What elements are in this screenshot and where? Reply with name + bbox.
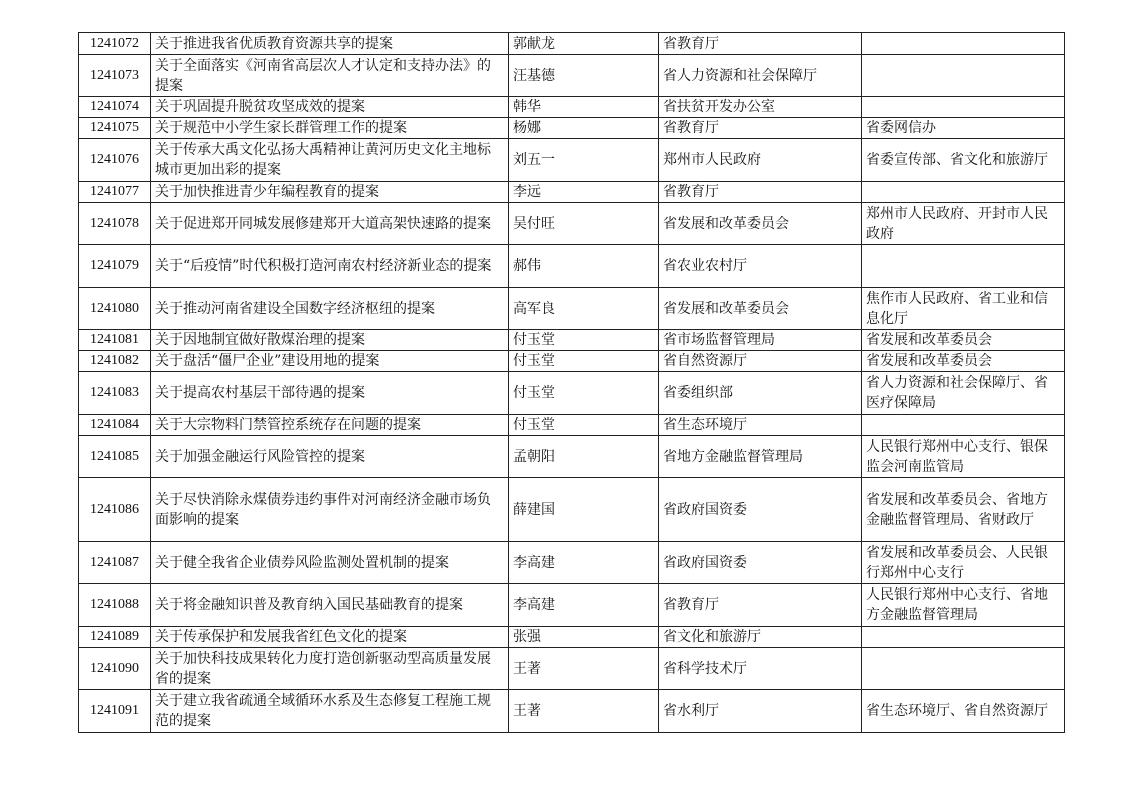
table-row xyxy=(79,372,1065,415)
proposer-name: 王著 xyxy=(509,648,659,690)
proposal-title: 关于推进我省优质教育资源共享的提案 xyxy=(151,33,509,55)
table-row xyxy=(79,55,1065,97)
co-departments: 省人力资源和社会保障厅、省医疗保障局 xyxy=(862,372,1065,415)
proposal-table-body xyxy=(79,33,1065,733)
proposal-number: 1241074 xyxy=(79,97,151,118)
proposal-number: 1241084 xyxy=(79,415,151,436)
co-departments xyxy=(862,182,1065,203)
proposal-number: 1241089 xyxy=(79,627,151,648)
table-row xyxy=(79,288,1065,330)
co-departments: 省发展和改革委员会、省地方金融监督管理局、省财政厅 xyxy=(862,478,1065,542)
proposal-number: 1241077 xyxy=(79,182,151,203)
lead-department: 省市场监督管理局 xyxy=(659,330,862,351)
proposal-title: 关于建立我省疏通全域循环水系及生态修复工程施工规范的提案 xyxy=(151,690,509,733)
lead-department: 省教育厅 xyxy=(659,118,862,139)
proposer-name: 张强 xyxy=(509,627,659,648)
lead-department: 省发展和改革委员会 xyxy=(659,203,862,245)
proposer-name: 付玉堂 xyxy=(509,415,659,436)
lead-department: 省人力资源和社会保障厅 xyxy=(659,55,862,97)
table-row xyxy=(79,627,1065,648)
lead-department: 省农业农村厅 xyxy=(659,245,862,288)
lead-department: 省文化和旅游厅 xyxy=(659,627,862,648)
lead-department: 省委组织部 xyxy=(659,372,862,415)
proposal-title: 关于将金融知识普及教育纳入国民基础教育的提案 xyxy=(151,584,509,627)
table-row xyxy=(79,33,1065,55)
proposer-name: 付玉堂 xyxy=(509,330,659,351)
table-row xyxy=(79,478,1065,542)
lead-department: 省扶贫开发办公室 xyxy=(659,97,862,118)
co-departments: 省委网信办 xyxy=(862,118,1065,139)
table-row xyxy=(79,245,1065,288)
table-row xyxy=(79,584,1065,627)
proposal-number: 1241087 xyxy=(79,542,151,584)
co-departments xyxy=(862,97,1065,118)
proposal-title: 关于规范中小学生家长群管理工作的提案 xyxy=(151,118,509,139)
table-row xyxy=(79,330,1065,351)
proposal-title: 关于传承保护和发展我省红色文化的提案 xyxy=(151,627,509,648)
proposal-number: 1241073 xyxy=(79,55,151,97)
proposer-name: 刘五一 xyxy=(509,139,659,182)
proposal-number: 1241086 xyxy=(79,478,151,542)
lead-department: 省教育厅 xyxy=(659,33,862,55)
lead-department: 省生态环境厅 xyxy=(659,415,862,436)
proposal-title: 关于大宗物料门禁管控系统存在问题的提案 xyxy=(151,415,509,436)
proposal-title: 关于“后疫情”时代积极打造河南农村经济新业态的提案 xyxy=(151,245,509,288)
co-departments: 人民银行郑州中心支行、银保监会河南监管局 xyxy=(862,436,1065,478)
proposer-name: 吴付旺 xyxy=(509,203,659,245)
proposer-name: 郝伟 xyxy=(509,245,659,288)
proposal-title: 关于巩固提升脱贫攻坚成效的提案 xyxy=(151,97,509,118)
table-row xyxy=(79,182,1065,203)
co-departments: 省发展和改革委员会 xyxy=(862,330,1065,351)
co-departments: 省发展和改革委员会 xyxy=(862,351,1065,372)
proposal-number: 1241091 xyxy=(79,690,151,733)
proposal-number: 1241078 xyxy=(79,203,151,245)
proposal-number: 1241090 xyxy=(79,648,151,690)
table-row xyxy=(79,203,1065,245)
lead-department: 省政府国资委 xyxy=(659,542,862,584)
lead-department: 省政府国资委 xyxy=(659,478,862,542)
co-departments xyxy=(862,245,1065,288)
co-departments xyxy=(862,55,1065,97)
proposer-name: 韩华 xyxy=(509,97,659,118)
table-row xyxy=(79,139,1065,182)
co-departments xyxy=(862,648,1065,690)
proposer-name: 高军良 xyxy=(509,288,659,330)
lead-department: 省教育厅 xyxy=(659,182,862,203)
proposal-title: 关于促进郑开同城发展修建郑开大道高架快速路的提案 xyxy=(151,203,509,245)
proposal-number: 1241079 xyxy=(79,245,151,288)
proposer-name: 付玉堂 xyxy=(509,372,659,415)
table-row xyxy=(79,118,1065,139)
co-departments: 省生态环境厅、省自然资源厅 xyxy=(862,690,1065,733)
proposer-name: 王著 xyxy=(509,690,659,733)
proposal-number: 1241083 xyxy=(79,372,151,415)
proposal-title: 关于推动河南省建设全国数字经济枢纽的提案 xyxy=(151,288,509,330)
proposer-name: 杨娜 xyxy=(509,118,659,139)
table-row xyxy=(79,351,1065,372)
proposal-title: 关于提高农村基层干部待遇的提案 xyxy=(151,372,509,415)
proposal-title: 关于尽快消除永煤债券违约事件对河南经济金融市场负面影响的提案 xyxy=(151,478,509,542)
table-row xyxy=(79,415,1065,436)
table-row xyxy=(79,542,1065,584)
table-row xyxy=(79,648,1065,690)
lead-department: 省地方金融监督管理局 xyxy=(659,436,862,478)
proposal-title: 关于加快科技成果转化力度打造创新驱动型高质量发展省的提案 xyxy=(151,648,509,690)
co-departments: 焦作市人民政府、省工业和信息化厅 xyxy=(862,288,1065,330)
co-departments: 人民银行郑州中心支行、省地方金融监督管理局 xyxy=(862,584,1065,627)
lead-department: 省发展和改革委员会 xyxy=(659,288,862,330)
proposal-number: 1241085 xyxy=(79,436,151,478)
proposer-name: 李高建 xyxy=(509,542,659,584)
proposer-name: 汪基德 xyxy=(509,55,659,97)
co-departments xyxy=(862,627,1065,648)
table-row xyxy=(79,690,1065,733)
proposal-table xyxy=(78,32,1065,733)
proposal-number: 1241072 xyxy=(79,33,151,55)
proposal-number: 1241075 xyxy=(79,118,151,139)
proposal-title: 关于健全我省企业债券风险监测处置机制的提案 xyxy=(151,542,509,584)
proposal-number: 1241081 xyxy=(79,330,151,351)
proposer-name: 付玉堂 xyxy=(509,351,659,372)
proposal-title: 关于因地制宜做好散煤治理的提案 xyxy=(151,330,509,351)
co-departments: 郑州市人民政府、开封市人民政府 xyxy=(862,203,1065,245)
co-departments: 省委宣传部、省文化和旅游厅 xyxy=(862,139,1065,182)
proposer-name: 李远 xyxy=(509,182,659,203)
proposal-number: 1241076 xyxy=(79,139,151,182)
table-row xyxy=(79,97,1065,118)
co-departments xyxy=(862,33,1065,55)
proposal-number: 1241088 xyxy=(79,584,151,627)
proposer-name: 孟朝阳 xyxy=(509,436,659,478)
proposal-number: 1241082 xyxy=(79,351,151,372)
co-departments xyxy=(862,415,1065,436)
proposer-name: 薛建国 xyxy=(509,478,659,542)
proposal-title: 关于盘活“僵尸企业”建设用地的提案 xyxy=(151,351,509,372)
proposal-number: 1241080 xyxy=(79,288,151,330)
proposal-title: 关于加强金融运行风险管控的提案 xyxy=(151,436,509,478)
proposer-name: 郭献龙 xyxy=(509,33,659,55)
proposer-name: 李高建 xyxy=(509,584,659,627)
lead-department: 省教育厅 xyxy=(659,584,862,627)
lead-department: 省水利厅 xyxy=(659,690,862,733)
proposal-title: 关于传承大禹文化弘扬大禹精神让黄河历史文化主地标城市更加出彩的提案 xyxy=(151,139,509,182)
lead-department: 郑州市人民政府 xyxy=(659,139,862,182)
lead-department: 省科学技术厅 xyxy=(659,648,862,690)
table-row xyxy=(79,436,1065,478)
lead-department: 省自然资源厅 xyxy=(659,351,862,372)
proposal-title: 关于加快推进青少年编程教育的提案 xyxy=(151,182,509,203)
co-departments: 省发展和改革委员会、人民银行郑州中心支行 xyxy=(862,542,1065,584)
proposal-title: 关于全面落实《河南省高层次人才认定和支持办法》的提案 xyxy=(151,55,509,97)
